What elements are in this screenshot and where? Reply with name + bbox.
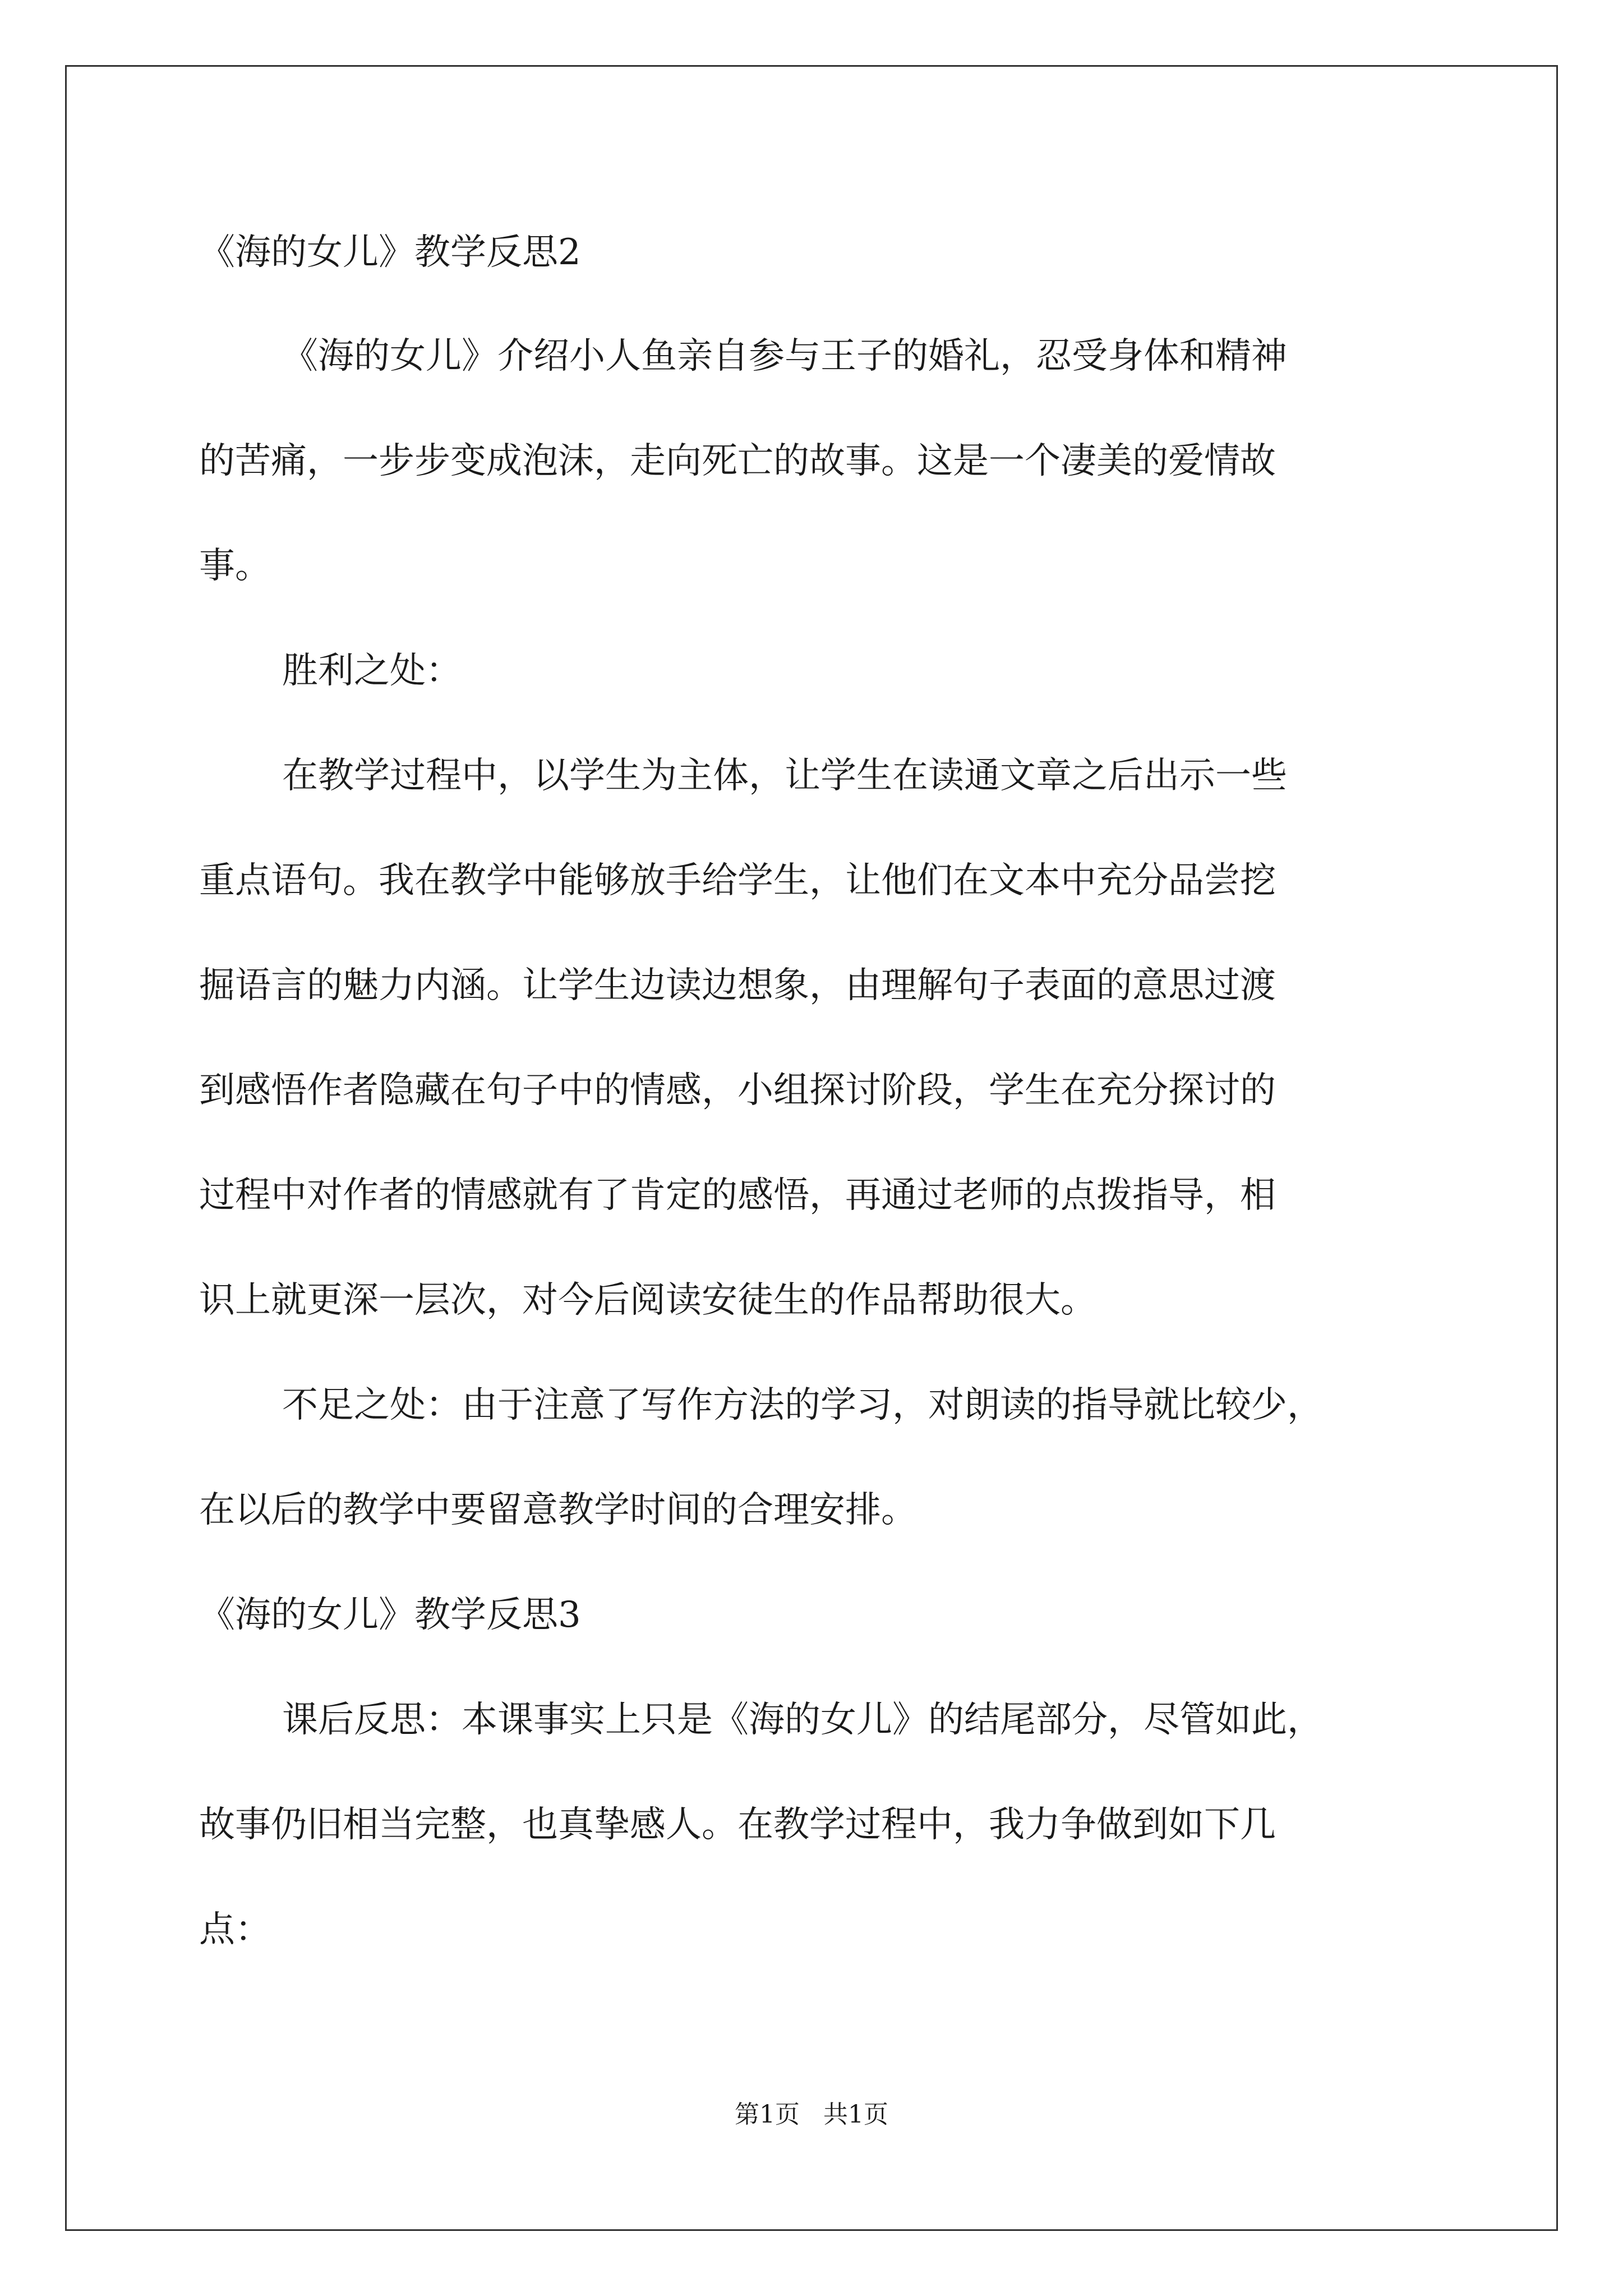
page-border (65, 65, 1558, 2231)
paragraph-line: 胜利之处： (282, 650, 462, 692)
paragraph-line: 在以后的教学中要留意教学时间的合理安排。 (199, 1489, 917, 1531)
paragraph-line: 在教学过程中，以学生为主体，让学生在读通文章之后出示一些 (282, 755, 1287, 797)
section-heading: 《海的女儿》教学反思2 (199, 232, 581, 273)
paragraph-line: 到感悟作者隐藏在句子中的情感，小组探讨阶段，学生在充分探讨的 (199, 1070, 1276, 1111)
paragraph-line: 的苦痛，一步步变成泡沫，走向死亡的故事。这是一个凄美的爱情故 (199, 440, 1276, 482)
paragraph-line: 课后反思：本课事实上只是《海的女儿》的结尾部分，尽管如此， (282, 1699, 1323, 1741)
page-footer: 第1页 共1页 (735, 2100, 888, 2129)
paragraph-line: 不足之处：由于注意了写作方法的学习，对朗读的指导就比较少， (282, 1384, 1323, 1426)
paragraph-line: 事。 (199, 545, 271, 587)
paragraph-line: 重点语句。我在教学中能够放手给学生，让他们在文本中充分品尝挖 (199, 860, 1276, 901)
paragraph-line: 掘语言的魅力内涵。让学生边读边想象，由理解句子表面的意思过渡 (199, 965, 1276, 1006)
paragraph-line: 过程中对作者的情感就有了肯定的感悟，再通过老师的点拨指导，相 (199, 1175, 1276, 1216)
section-heading: 《海的女儿》教学反思3 (199, 1594, 581, 1636)
paragraph-line: 《海的女儿》介绍小人鱼亲自参与王子的婚礼，忍受身体和精神 (282, 335, 1287, 377)
paragraph-line: 识上就更深一层次，对今后阅读安徒生的作品帮助很大。 (199, 1280, 1096, 1321)
paragraph-line: 点： (199, 1909, 271, 1950)
paragraph-line: 故事仍旧相当完整，也真挚感人。在教学过程中，我力争做到如下几 (199, 1804, 1276, 1846)
